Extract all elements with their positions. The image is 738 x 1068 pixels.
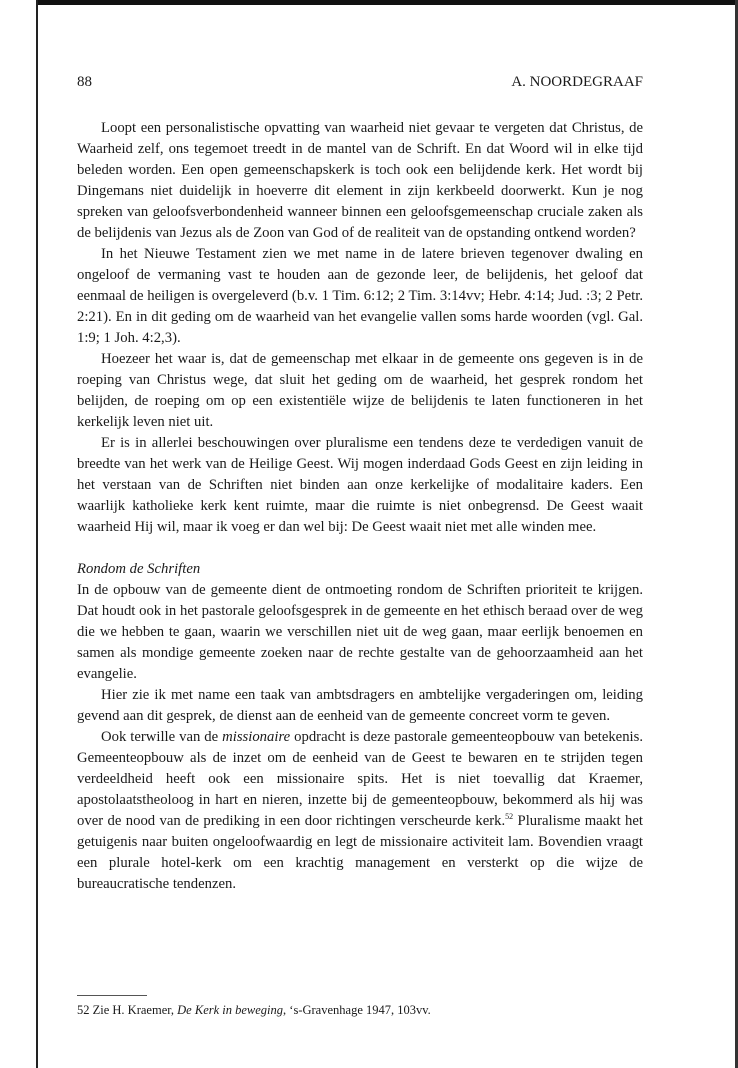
section-gap [77,538,643,559]
section-heading: Rondom de Schriften [77,561,201,577]
footnote-book-title: De Kerk in beweging [177,1003,284,1017]
footnote-reference: 52 [505,812,514,821]
section-paragraph-3-mid: opdracht is deze pastorale gemeenteopbouw van betekenis. Gemeenteopbouw als de inzet om de eenheid van de Geest te bewaren en te strijden tegen verdeeldheid heeft ook een missionaire spits. Het is niet toevallig dat Kraemer, apostolaatstheoloog in hart en nieren, inzette bij de gemeenteopbouw, bekommerd als hij was over de nood van de prediking in een door richtingen verscheurde kerk. [77,729,644,829]
footnote-tail: , ‘s-Gravenhage 1947, 103vv. [283,1003,431,1017]
page-number: 88 [77,74,92,90]
running-title: A. NOORDEGRAAF [511,74,643,90]
body-paragraph-4: Er is in allerlei beschouwingen over pluralisme een tendens deze te verdedigen vanuit de breedte van het werk van de Heilige Geest. Wij mogen inderdaad Gods Geest en zijn leiding in het verstaan van de Schriften niet binden aan onze kerkelijke of modalitaire kaders. Een waarlijk katholieke kerk kent ruimte, maar die ruimte is niet onbegrensd. De Geest waait waarheid Hij wil, maar ik voeg er dan wel bij: De Geest waait niet met alle winden mee. [77,435,643,535]
page-content [77,72,643,895]
scan-edge-top [36,0,738,5]
body-paragraph-1: Loopt een personalistische opvatting van waarheid niet gevaar te vergeten dat Christus, de Waarheid zelf, ons tegemoet treedt in de mantel van de Schrift. En dat Woord wil in elke tijd beleden worden. Een open gemeenschapskerk is toch ook een belijdende kerk. Het wordt bij Dingemans niet duidelijk in hoeverre dit element in zijn kerkbeeld doorwerkt. Kun je nog spreken van geloofsverbondenheid wanneer binnen een geloofsgemeenschap cruciale zaken als de belijdenis van Jezus als de Zoon van God of de realiteit van de opstanding ontkend worden? [77,120,643,241]
section-paragraph-2: Hier zie ik met name een taak van ambtsdragers en ambtelijke vergaderingen om, leiding gevend aan dit gesprek, de dienst aan de eenheid van de gemeente concreet vorm te geven. [77,687,643,724]
running-head [77,72,643,92]
footnote-number: 52 [77,1003,90,1017]
section-paragraph-3 [77,727,643,895]
emphasis-missionaire: missionaire [222,729,291,745]
body-paragraph-3: Hoezeer het waar is, dat de gemeenschap met elkaar in de gemeente ons gegeven is in de roeping van Christus wege, dat sluit het geding om de waarheid, het gesprek rondom het belijden, de roeping om op een existentiële wijze de belijdenis te laten functioneren in het kerkelijk leven niet uit. [77,351,643,430]
section-paragraph-3-tail: Pluralisme maakt het getuigenis naar buiten ongeloofwaardig en legt de missionaire activiteit lam. Bovendien vraagt een plurale hotel-kerk om een krachtig management en versterkt op die wijze de bureaucratische tendenzen. [77,813,643,892]
footnote [77,1002,643,1019]
footnote-rule [77,995,147,996]
section-paragraph-1: In de opbouw van de gemeente dient de ontmoeting rondom de Schriften prioriteit te krijgen. Dat houdt ook in het pastorale geloofsgesprek in de gemeente en het ethisch beraad over de weg die we hebben te gaan, waarin we verschillen niet uit de weg gaan, maar eerlijk benoemen en samen als mondige gemeente zoeken naar de rechte gestalte van de gehoorzaamheid aan het evangelie. [77,582,643,682]
scan-edge-left [36,0,38,1068]
section-paragraph-3-lead: Ook terwille van de [101,729,219,745]
body-paragraph-2: In het Nieuwe Testament zien we met name in de latere brieven tegenover dwaling en ongeloof de vermaning vast te houden aan de gezonde leer, de belijdenis, het geloof dat eenmaal de heiligen is overgeleverd (b.v. 1 Tim. 6:12; 2 Tim. 3:14vv; Hebr. 4:14; Jud. :3; 2 Petr. 2:21). En in dit geding om de waarheid van het evangelie vallen soms harde woorden (vgl. Gal. 1:9; 1 Joh. 4:2,3). [77,246,643,346]
footnote-lead: Zie H. Kraemer, [92,1003,175,1017]
